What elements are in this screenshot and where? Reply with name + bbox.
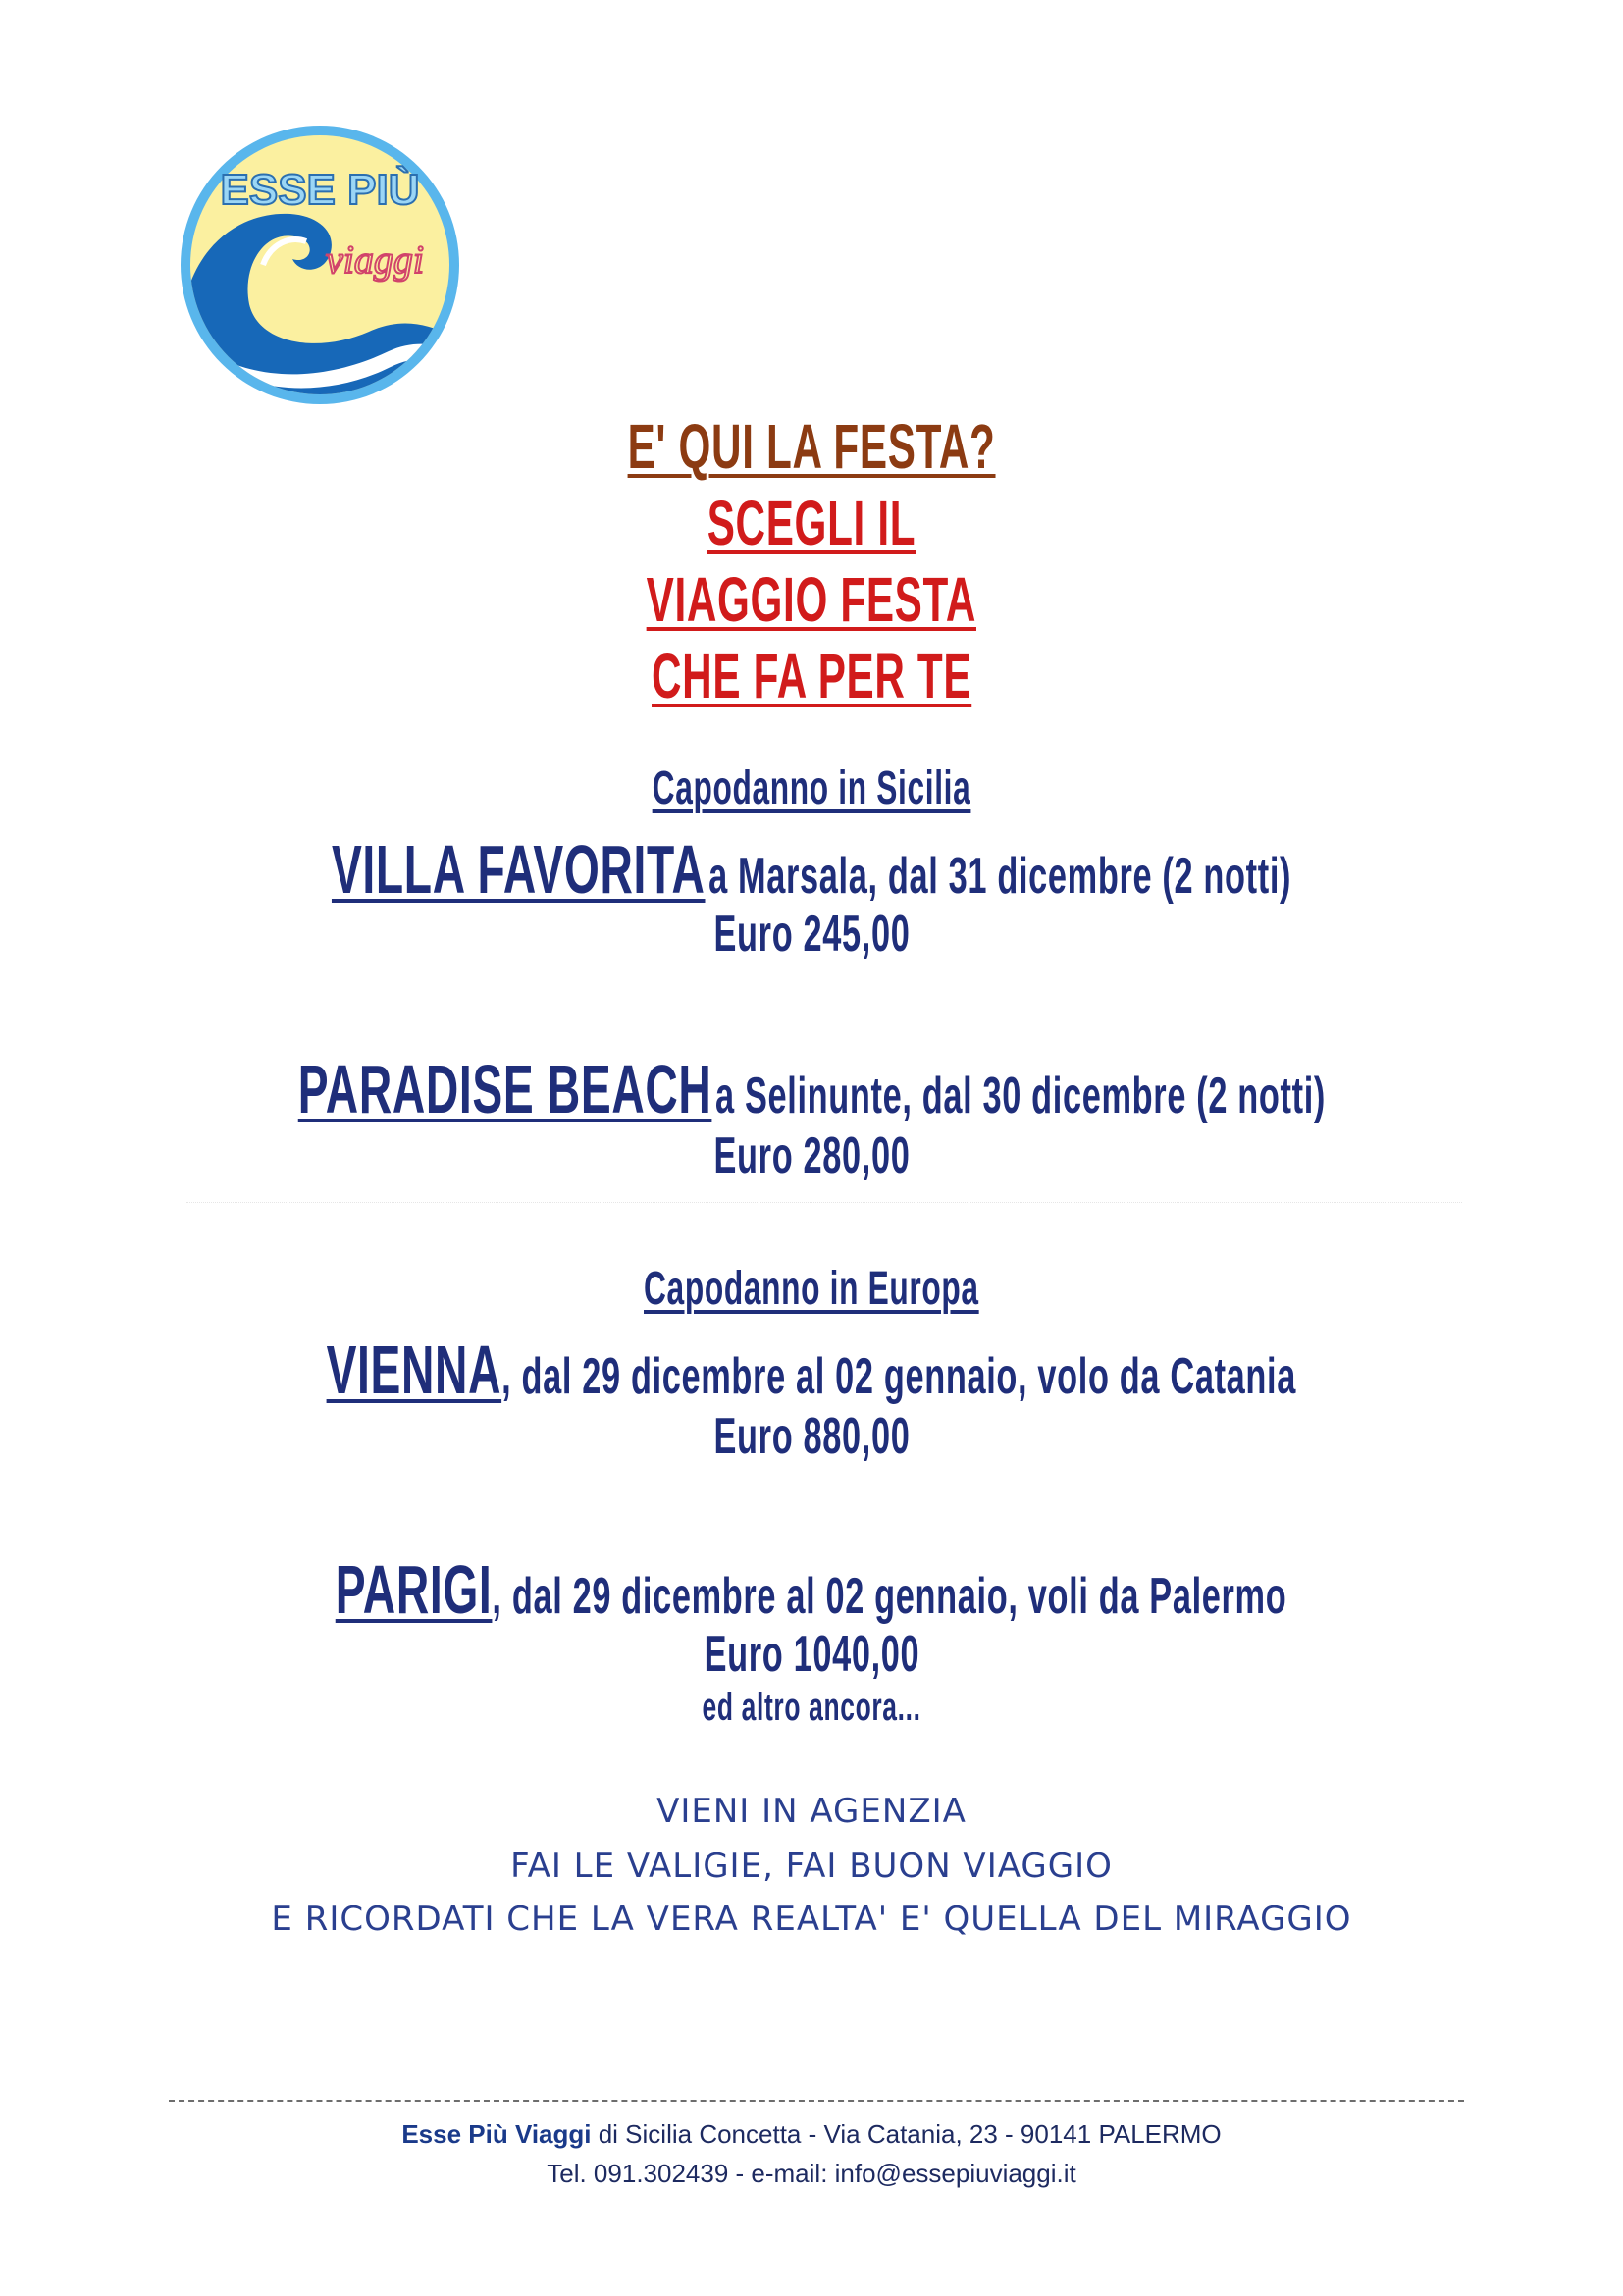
offer-name: VILLA FAVORITA [331, 831, 706, 908]
offer-name: VIENNA [326, 1331, 502, 1408]
headline-line-3: VIAGGIO FESTA [646, 564, 977, 635]
cta-line-1: VIENI IN AGENZIA [656, 1792, 967, 1831]
headline-line-2: SCEGLI IL [707, 488, 916, 558]
more-offers-note: ed altro ancora... [702, 1686, 921, 1729]
divider [186, 1202, 1462, 1203]
offer-paradise-beach [0, 1050, 1623, 1128]
agency-logo [173, 118, 467, 412]
footer-contacts [0, 2159, 1623, 2189]
offer-price: Euro 1040,00 [704, 1626, 919, 1683]
offer-details: , dal 29 dicembre al 02 gennaio, volo da Catania [501, 1348, 1297, 1405]
offer-name: PARADISE BEACH [297, 1051, 712, 1127]
offer-villa-favorita [0, 830, 1623, 909]
footer-agency-name: Esse Più Viaggi [401, 2119, 592, 2149]
footer-email: - e-mail: info@essepiuviaggi.it [728, 2159, 1076, 2188]
footer-address: Esse Più Viaggi di Sicilia Concetta - Via Catania, 23 - 90141 PALERMO [401, 2119, 1222, 2149]
section-title-sicilia: Capodanno in Sicilia [652, 762, 971, 814]
offer-vienna [0, 1331, 1623, 1409]
section-title-europa: Capodanno in Europa [644, 1263, 979, 1315]
cta-line-2: FAI LE VALIGIE, FAI BUON VIAGGIO [510, 1847, 1113, 1886]
footer-phone: Tel. 091.302439 [547, 2159, 729, 2188]
offer-details: a Selinunte, dal 30 dicembre (2 notti) [714, 1068, 1326, 1124]
offer-details: , dal 29 dicembre al 02 gennaio, voli da Palermo [492, 1568, 1287, 1625]
offer-price: Euro 280,00 [713, 1127, 910, 1184]
logo-script: viaggi [326, 237, 424, 282]
logo-wordmark: ESSE PIÙ [220, 166, 420, 214]
offer-parigi [0, 1550, 1623, 1629]
logo-emblem [173, 118, 467, 412]
cta-line-3: E RICORDATI CHE LA VERA REALTA' E' QUELLA DEL MIRAGGIO [271, 1900, 1352, 1939]
offer-name: PARIGI [336, 1551, 493, 1628]
headline-line-1: E' QUI LA FESTA? [627, 411, 996, 482]
offer-details: a Marsala, dal 31 dicembre (2 notti) [708, 848, 1292, 905]
headline-line-4: CHE FA PER TE [651, 641, 972, 711]
offer-price: Euro 880,00 [713, 1408, 910, 1465]
offer-price: Euro 245,00 [713, 906, 910, 963]
footer-divider [169, 2100, 1464, 2102]
